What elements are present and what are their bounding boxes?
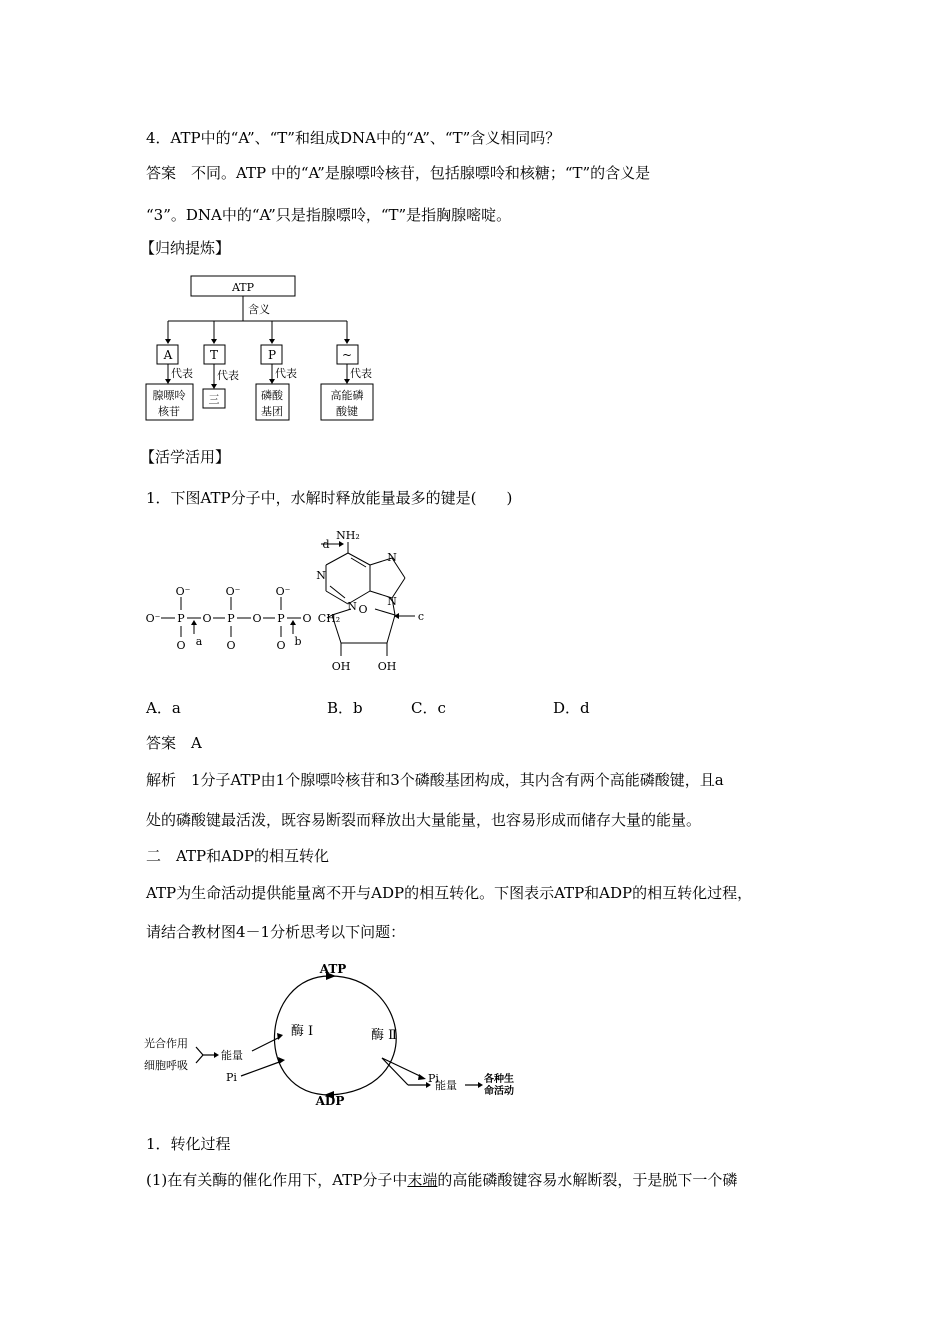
terminal-o-label: O⁻ [145,612,161,625]
section2-title: 二 ATP和ADP的相互转化 [146,847,330,865]
energy-out-label: 能量 [435,1079,457,1092]
root-box-label: ATP [231,281,255,294]
q1-explanation-line2: 处的磷酸键最活泼，既容易断裂而释放出大量能量，也容易形成而储存大量的能量。 [146,811,702,829]
q4-question: 4．ATP中的“A”、“T”和组成DNA中的“A”、“T”含义相同吗？ [146,129,561,147]
q1-question: 1．下图ATP分子中，水解时释放能量最多的键是( ) [146,489,513,507]
option-c: C．c [411,699,446,717]
q4-answer-line1: 答案 不同。ATP 中的“A”是腺嘌呤核苷，包括腺嘌呤和核糖；“T”的含义是 [146,164,651,182]
enzyme-1-label: 酶 Ⅰ [290,1024,314,1039]
adp-node: ADP [315,1094,345,1108]
q1-explanation-line1: 解析 1分子ATP由1个腺嘌呤核苷和3个磷酸基团构成，其内含有两个高能磷酸键，且a [146,771,724,789]
n7-label: N [387,551,397,564]
section2-intro-line2: 请结合教材图4－1分析思考以下问题： [146,923,406,941]
branch-symbol-tilde: ~ [341,348,353,362]
p1-label: P [177,612,185,625]
p2-top-o-label: O⁻ [225,585,241,598]
enzyme-2-label: 酶 Ⅱ [371,1028,397,1043]
p1-bottom-o-label: O [176,639,186,652]
n9-label: N [387,595,397,608]
branch-symbol-t: T [209,348,219,362]
option-b: B．b [327,699,363,717]
p1-top-o-label: O⁻ [175,585,191,598]
life-activity-line2: 命活动 [484,1086,514,1097]
meaning-tilde-line1: 高能磷 [330,389,364,402]
ring-oxygen-label: O [358,603,368,616]
branch-verb-a: 代表 [171,367,193,380]
p2-bottom-o-label: O [226,639,236,652]
n1-label: N [316,569,326,582]
summary-heading: 【归纳提炼】 [140,239,231,257]
process-line1-suffix: 的高能磷酸键容易水解断裂，于是脱下一个磷 [437,1171,738,1189]
meaning-p-line2: 基团 [261,405,283,418]
branch-verb-t: 代表 [217,369,239,382]
root-caption: 含义 [248,303,270,316]
bond-label-d: d [322,538,330,551]
process-line1-prefix: (1)在有关酶的催化作用下，ATP分子中 [146,1171,408,1189]
p3-label: P [277,612,285,625]
o-bridge1-label: O [202,612,212,625]
branch-verb-tilde: 代表 [350,367,372,380]
oh-2-label: OH [331,660,351,673]
n3-label: N [347,600,357,613]
bond-label-a: a [195,635,203,648]
process-line1 [146,1170,737,1190]
meaning-tilde-line2: 酸键 [336,405,358,418]
pi-out-label: Pi [428,1072,439,1085]
life-activity-line1: 各种生 [484,1074,514,1085]
bond-label-c: c [417,610,425,623]
o-bridge2-label: O [252,612,262,625]
q1-answer: 答案 A [146,734,202,752]
atp-molecule-structure [145,525,445,685]
p3-top-o-label: O⁻ [275,585,291,598]
pi-in-label: Pi [226,1071,237,1084]
option-d: D．d [553,699,590,717]
source-photosynthesis: 光合作用 [144,1037,188,1050]
section2-intro-line1: ATP为生命活动提供能量离不开与ADP的相互转化。下图表示ATP和ADP的相互转化过程， [146,884,753,902]
meaning-t: 三 [208,393,220,406]
option-a: A．a [146,699,181,717]
branch-verb-p: 代表 [275,367,297,380]
o-bridge3-label: O [302,612,312,625]
branch-symbol-p: P [267,348,277,362]
ch2-label: CH₂ [317,612,341,625]
process-line1-underlined: 末端 [407,1171,438,1189]
atp-node: ATP [319,962,347,976]
process-heading: 1．转化过程 [146,1135,231,1153]
oh-3-label: OH [377,660,397,673]
nh2-label: NH₂ [336,529,360,542]
p3-bottom-o-label: O [276,639,286,652]
practice-heading: 【活学活用】 [140,448,231,466]
q4-answer-line2: “3”。DNA中的“A”只是指腺嘌呤，“T”是指胸腺嘧啶。 [146,206,512,224]
p2-label: P [227,612,235,625]
atp-adp-cycle-diagram [140,955,530,1115]
bond-label-b: b [294,635,302,648]
meaning-p-line1: 磷酸 [261,389,283,402]
source-respiration: 细胞呼吸 [144,1059,188,1072]
atp-meaning-diagram [140,270,390,430]
meaning-a-line2: 核苷 [158,405,180,418]
branch-symbol-a: A [163,348,173,362]
meaning-a-line1: 腺嘌呤 [152,389,186,402]
energy-in-label: 能量 [221,1049,243,1062]
